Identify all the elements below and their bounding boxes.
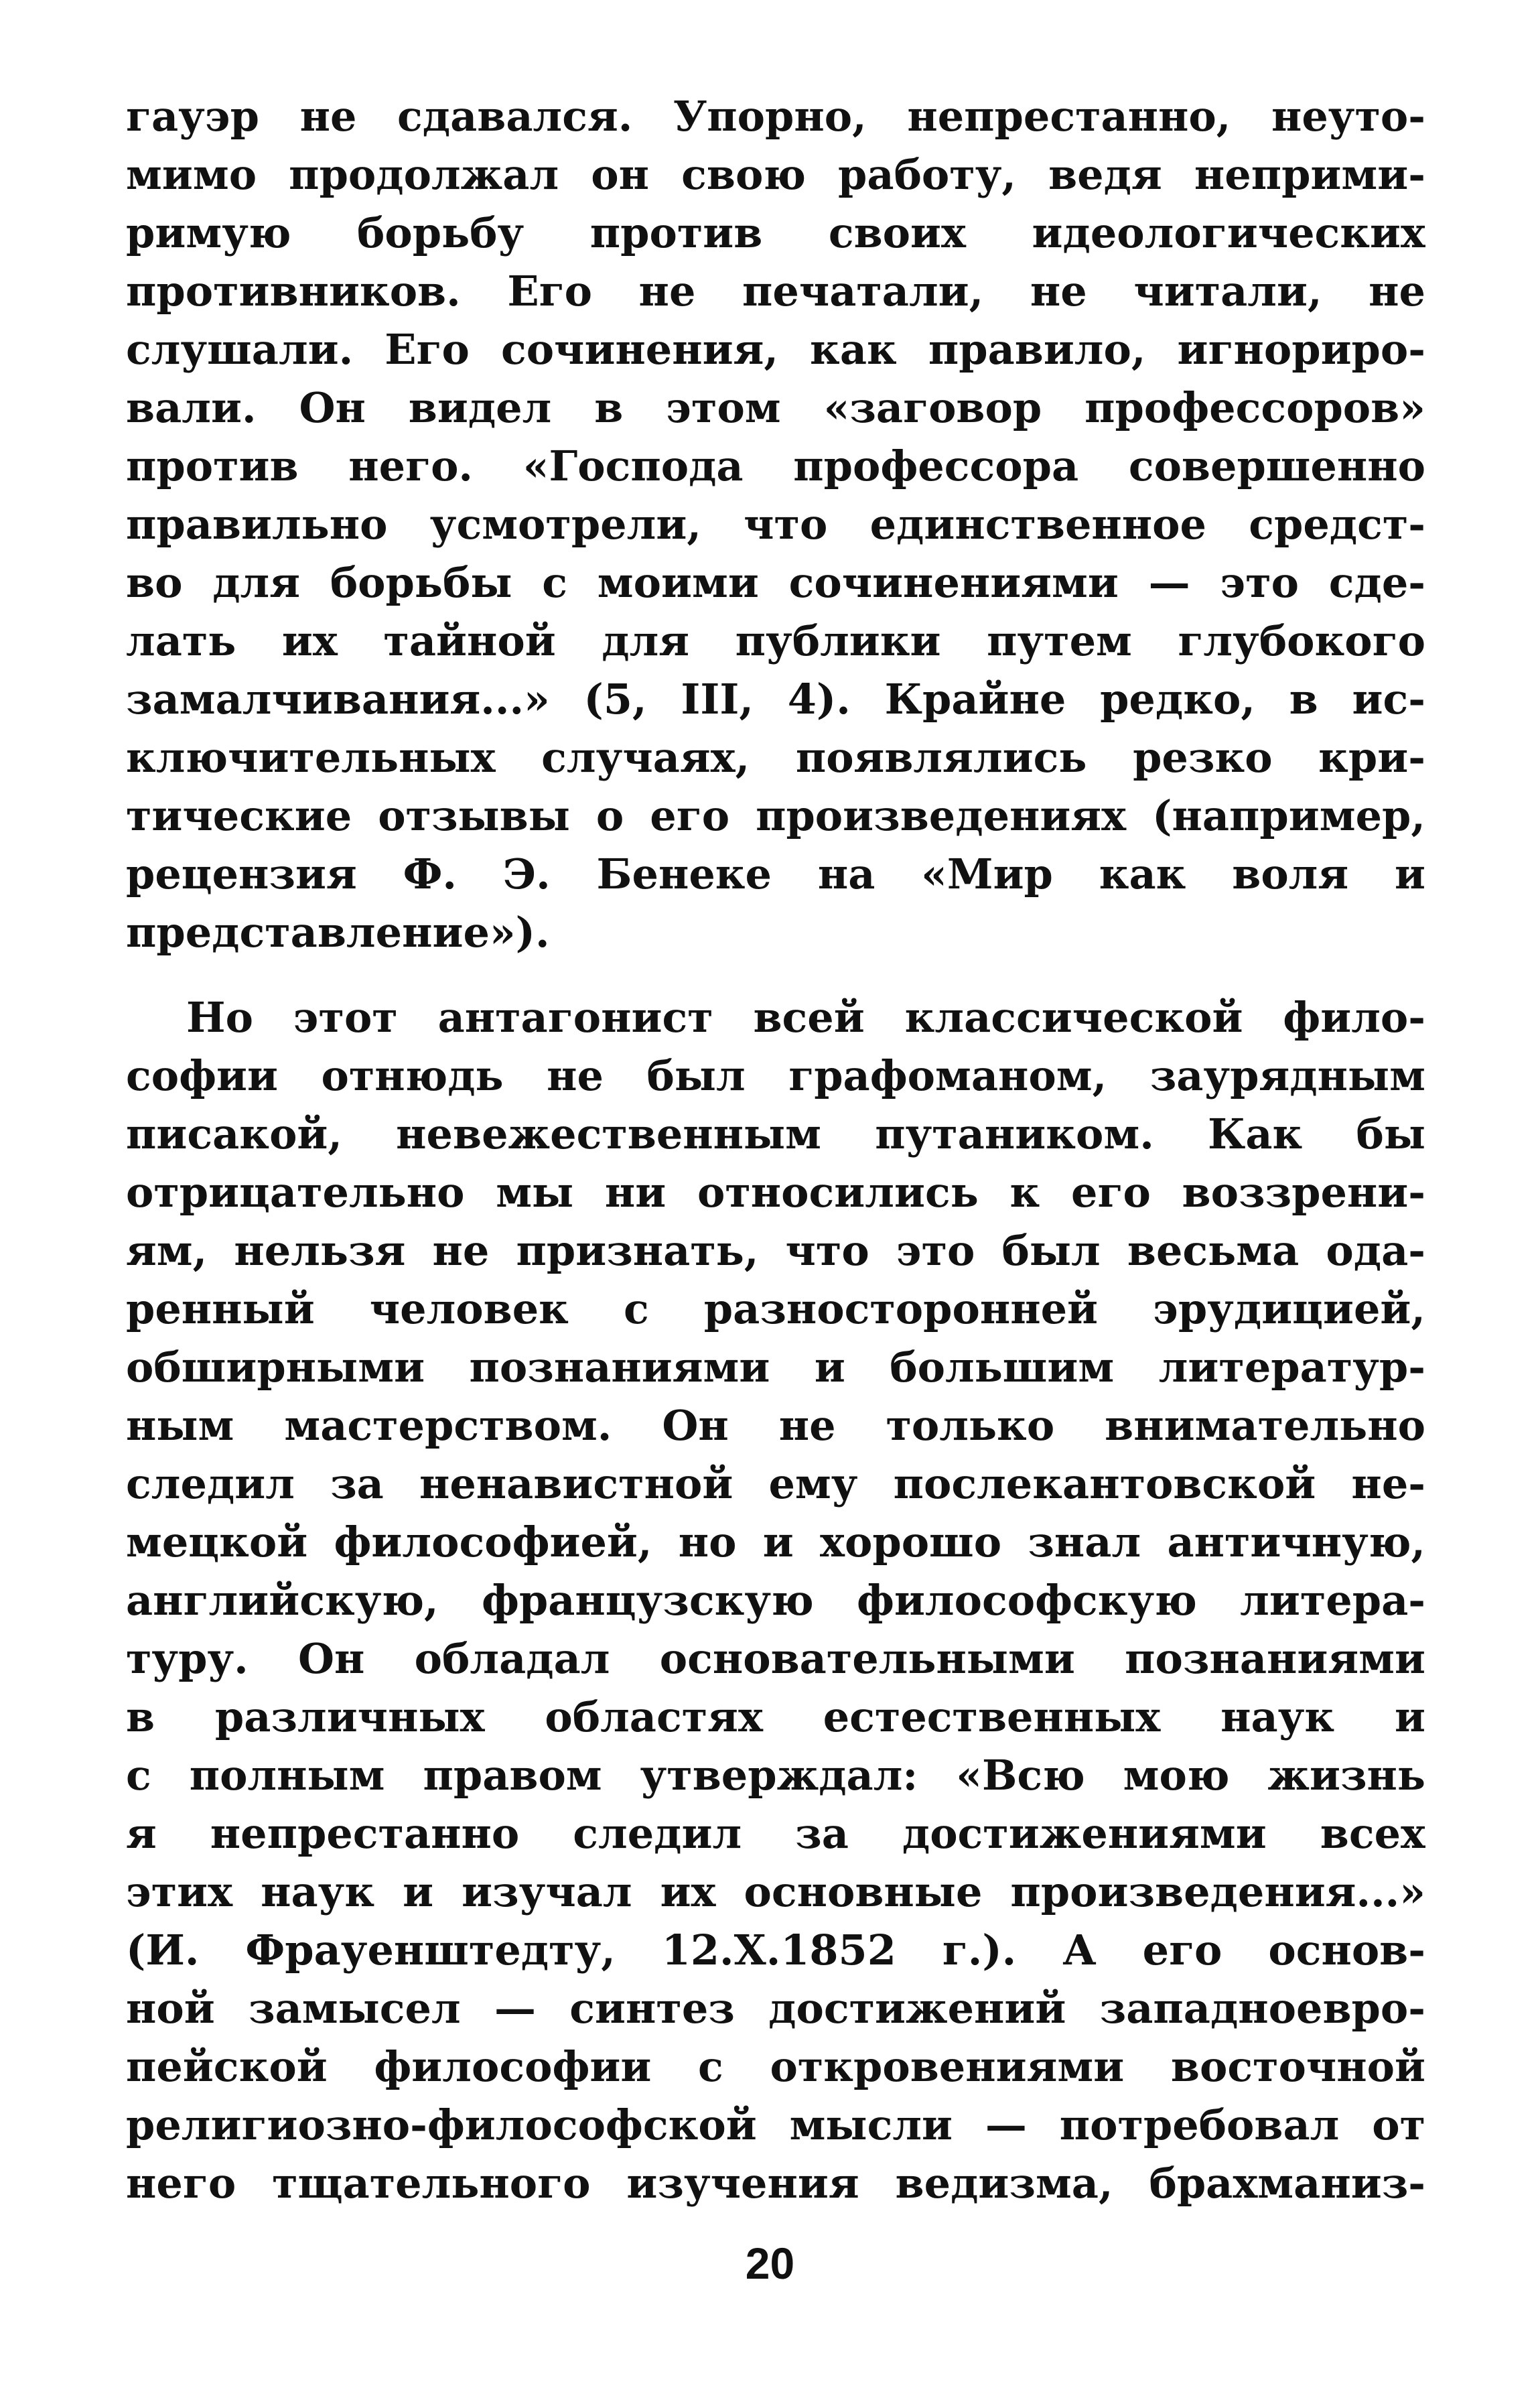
text-line: в различных областях естественных наук и: [126, 1692, 1425, 1741]
text-line: правильно усмотрели, что единственное средст-: [126, 500, 1425, 549]
text-line: софии отнюдь не был графоманом, заурядным: [126, 1051, 1425, 1100]
text-line: пейской философии с откровениями восточной: [126, 2042, 1425, 2091]
text-line: представление»).: [126, 908, 550, 957]
text-line: с полным правом утверждал: «Всю мою жизнь: [126, 1751, 1425, 1800]
text-line: Но этот антагонист всей классической фило-: [186, 993, 1425, 1042]
text-line: этих наук и изучал их основные произведения...»: [126, 1867, 1425, 1916]
text-line: обширными познаниями и большим литератур-: [126, 1343, 1425, 1392]
page-text: [126, 87, 1425, 2212]
text-line: религиозно-философской мысли — потребовал от: [126, 2100, 1425, 2149]
text-line: него тщательного изучения ведизма, брахманиз-: [126, 2159, 1425, 2208]
page-number: 20: [745, 2238, 795, 2288]
text-line: ным мастерством. Он не только внимательно: [126, 1401, 1425, 1450]
text-line: писакой, невежественным путаником. Как бы: [126, 1110, 1425, 1158]
text-line: следил за ненавистной ему послекантовской не-: [126, 1459, 1425, 1508]
text-line: отрицательно мы ни относились к его воззрени-: [126, 1168, 1425, 1217]
text-line: противников. Его не печатали, не читали, не: [126, 267, 1425, 316]
text-line: римую борьбу против своих идеологических: [126, 208, 1425, 257]
text-line: ной замысел — синтез достижений западноевро-: [126, 1984, 1425, 2033]
text-line: тические отзывы о его произведениях (например,: [126, 791, 1425, 840]
text-line: мимо продолжал он свою работу, ведя неприми-: [126, 150, 1425, 199]
text-line: я непрестанно следил за достижениями всех: [126, 1809, 1425, 1858]
text-line: вали. Он видел в этом «заговор профессоров»: [126, 383, 1425, 432]
text-line: мецкой философией, но и хорошо знал античную,: [126, 1518, 1425, 1566]
text-line: (И. Фрауенштедту, 12.X.1852 г.). А его основ-: [126, 1926, 1425, 1975]
text-line: рецензия Ф. Э. Бенеке на «Мир как воля и: [126, 850, 1425, 898]
text-line: ключительных случаях, появлялись резко кри-: [126, 733, 1425, 782]
text-line: ям, нельзя не признать, что это был весьма ода-: [126, 1226, 1425, 1275]
paragraph-2: [126, 988, 1425, 2212]
text-line: замалчивания...» (5, III, 4). Крайне редко, в ис-: [126, 675, 1425, 724]
text-line: туру. Он обладал основательными познаниями: [126, 1634, 1425, 1683]
text-line: против него. «Господа профессора совершенно: [126, 442, 1425, 490]
text-line: лать их тайной для публики путем глубокого: [126, 616, 1425, 665]
text-line: ренный человек с разносторонней эрудицией,: [126, 1284, 1425, 1333]
paragraph-gap: [126, 961, 1425, 988]
text-line: во для борьбы с моими сочинениями — это сде-: [126, 558, 1425, 607]
paragraph-1: [126, 87, 1425, 961]
text-line: слушали. Его сочинения, как правило, игнориро-: [126, 325, 1425, 374]
text-line: гауэр не сдавался. Упорно, непрестанно, неуто-: [126, 92, 1425, 141]
text-line: английскую, французскую философскую литера-: [126, 1576, 1425, 1625]
